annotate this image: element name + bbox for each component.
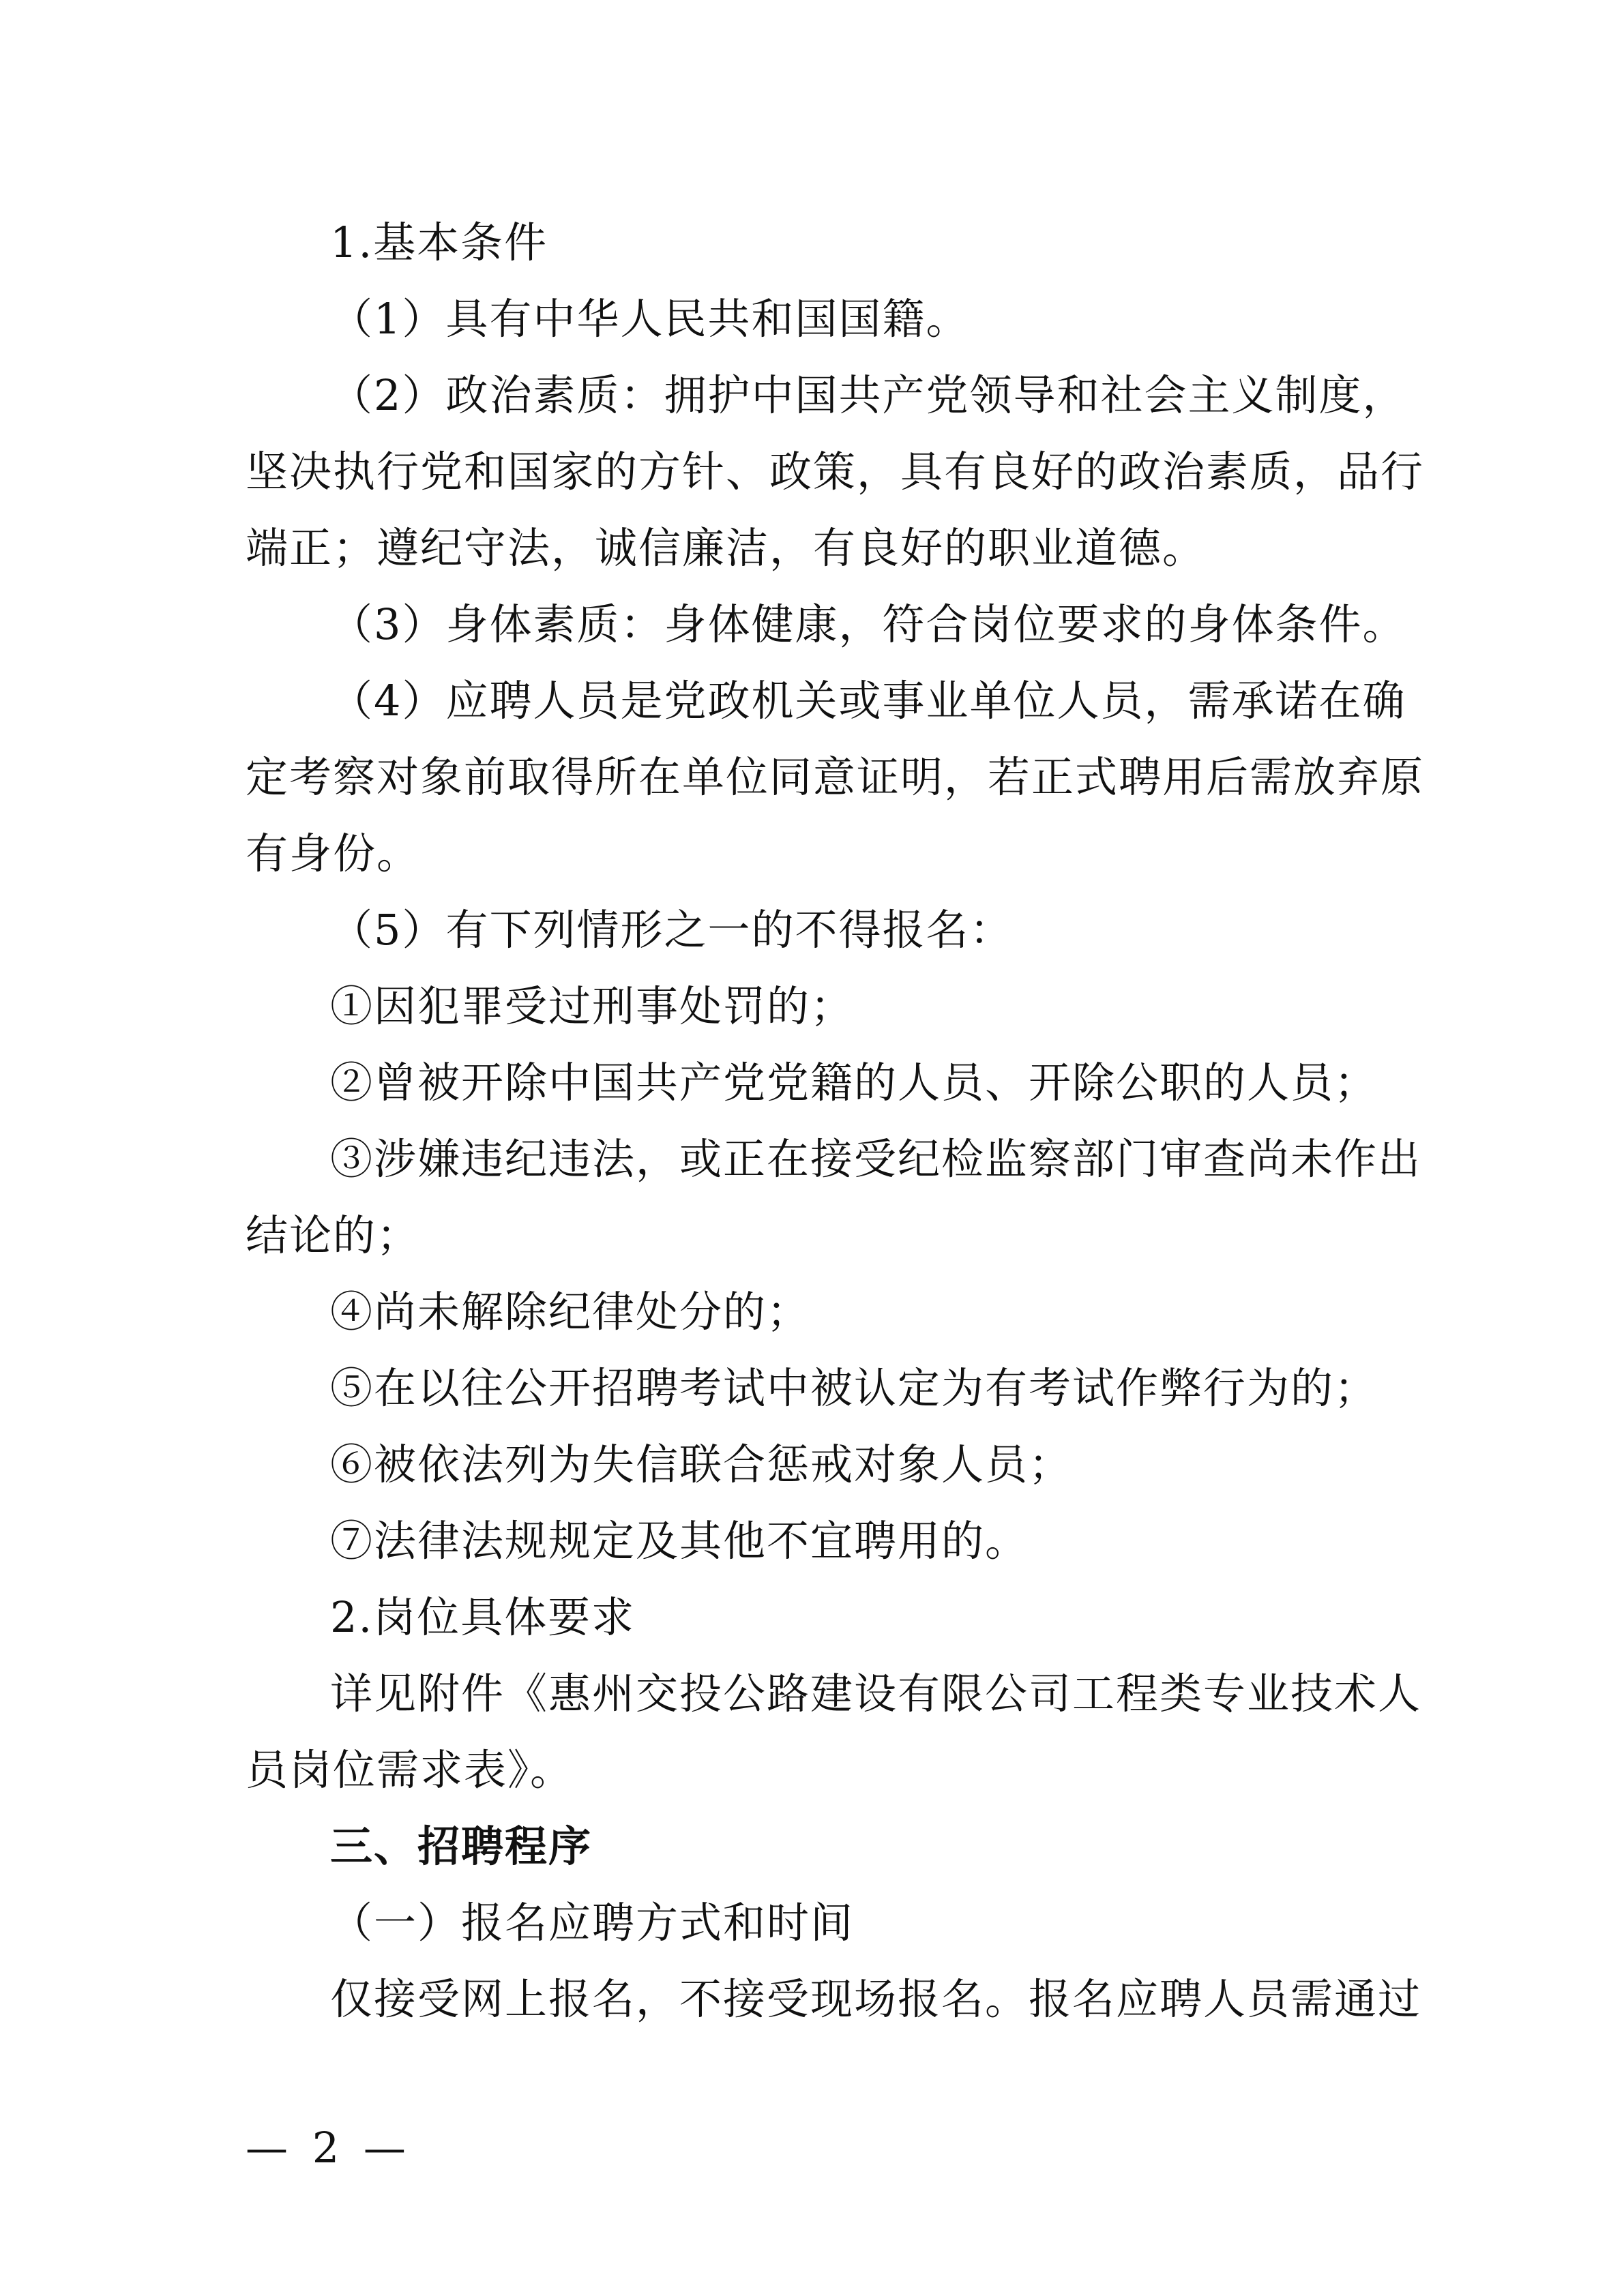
disqualification-item: ②曾被开除中国共产党党籍的人员、开除公职的人员； (330, 1058, 1378, 1107)
subsection-heading-position-requirements: 2.岗位具体要求 (330, 1592, 636, 1642)
disqualification-item: ⑤在以往公开招聘考试中被认定为有考试作弊行为的； (330, 1363, 1378, 1413)
position-requirements-text: 详见附件《惠州交投公路建设有限公司工程类专业技术人员岗位需求表》。 (246, 1669, 1422, 1795)
condition-public-institution-staff: （4）应聘人员是党政机关或事业单位人员，需承诺在确定考察对象前取得所在单位同意证明，若正式聘用后需放弃原有身份。 (246, 676, 1425, 878)
disqualification-item: ③涉嫌违纪违法，或正在接受纪检监察部门审查尚未作出结论的； (246, 1134, 1422, 1260)
document-body (246, 205, 1430, 2038)
subsection-heading-basic-conditions: 1.基本条件 (330, 218, 548, 267)
condition-disqualifications-intro: （5）有下列情形之一的不得报名： (330, 905, 1014, 955)
disqualification-item: ⑦法律法规规定及其他不宜聘用的。 (330, 1516, 1029, 1566)
registration-text: 仅接受网上报名，不接受现场报名。报名应聘人员需通过 (330, 1974, 1422, 2024)
disqualification-item: ⑥被依法列为失信联合惩戒对象人员； (330, 1440, 1073, 1489)
disqualification-item: ①因犯罪受过刑事处罚的； (330, 981, 855, 1031)
section-heading-recruitment-procedure: 三、招聘程序 (330, 1821, 593, 1871)
subsection-heading-registration: （一）报名应聘方式和时间 (330, 1898, 855, 1948)
condition-political-quality: （2）政治素质：拥护中国共产党领导和社会主义制度，坚决执行党和国家的方针、政策，具有良好的政治素质，品行端正；遵纪守法，诚信廉洁，有良好的职业道德。 (246, 370, 1425, 573)
page-number: — 2 — (246, 2123, 411, 2173)
condition-nationality: （1）具有中华人民共和国国籍。 (330, 294, 970, 344)
condition-physical-quality: （3）身体素质：身体健康，符合岗位要求的身体条件。 (330, 599, 1406, 649)
disqualification-item: ④尚未解除纪律处分的； (330, 1287, 811, 1337)
